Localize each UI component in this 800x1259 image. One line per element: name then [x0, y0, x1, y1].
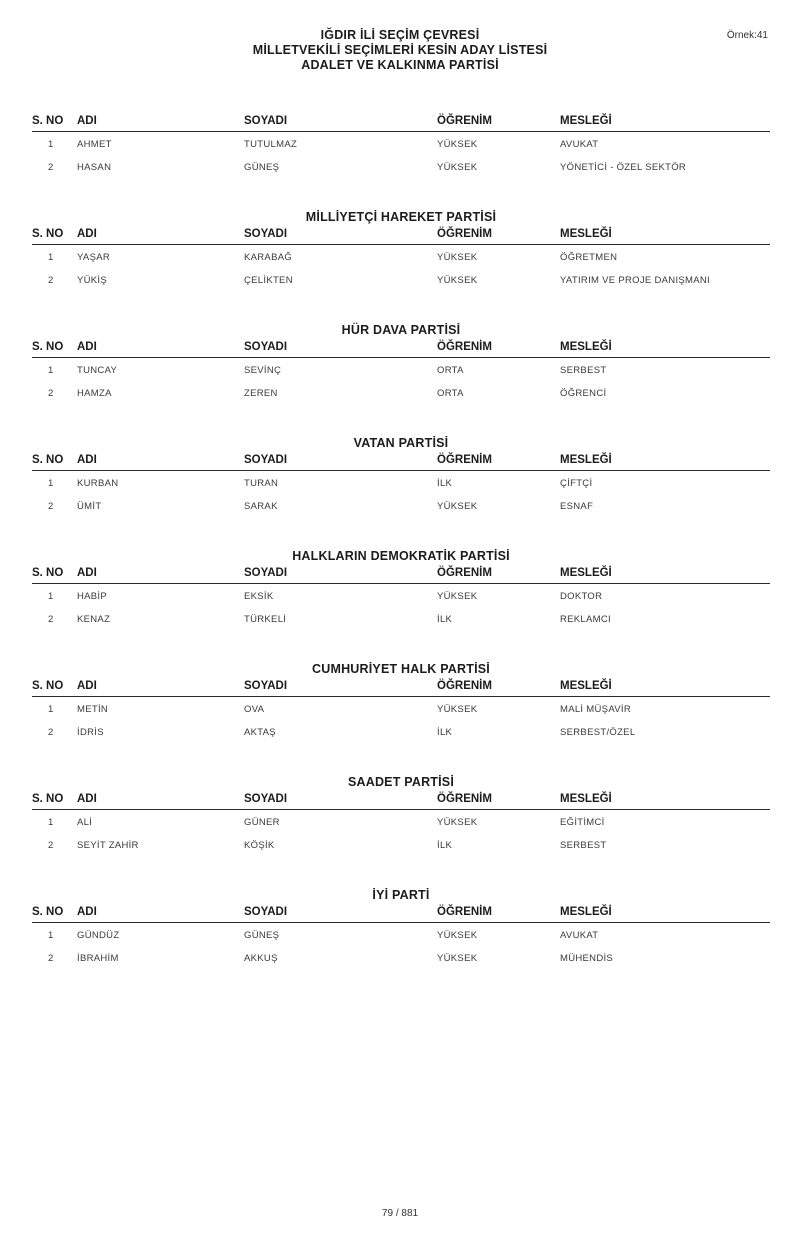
header-education: ÖĞRENİM	[437, 115, 492, 127]
candidate-profession: ÖĞRENCİ	[560, 388, 607, 399]
candidate-surname: TUTULMAZ	[244, 139, 298, 150]
header-no: S. NO	[32, 793, 64, 805]
candidate-surname: TÜRKELİ	[244, 614, 287, 625]
header-name: ADI	[77, 793, 97, 805]
candidate-surname: GÜNEŞ	[244, 162, 280, 173]
header-surname: SOYADI	[244, 906, 288, 918]
candidate-row	[32, 268, 770, 291]
header-no: S. NO	[32, 115, 64, 127]
candidate-profession: EĞİTİMCİ	[560, 817, 605, 828]
party-title: HALKLARIN DEMOKRATİK PARTİSİ	[292, 549, 510, 563]
candidate-no: 1	[48, 139, 54, 150]
form-code: Örnek:41	[726, 30, 768, 41]
candidate-profession: MALİ MÜŞAVİR	[560, 704, 631, 715]
header-profession: MESLEĞİ	[560, 341, 612, 353]
header-profession: MESLEĞİ	[560, 115, 612, 127]
list-title: MİLLETVEKİLİ SEÇİMLERİ KESİN ADAY LİSTESİ	[252, 43, 548, 57]
candidate-no: 2	[48, 953, 54, 964]
candidate-education: YÜKSEK	[437, 501, 478, 512]
party-section	[32, 208, 770, 321]
header-name: ADI	[77, 906, 97, 918]
candidate-row	[32, 471, 770, 494]
header-no: S. NO	[32, 341, 64, 353]
party-title: HÜR DAVA PARTİSİ	[341, 323, 461, 337]
candidate-list	[32, 245, 770, 291]
candidate-name: YÜKİŞ	[77, 275, 108, 286]
candidate-no: 1	[48, 930, 54, 941]
candidate-row	[32, 607, 770, 630]
candidate-name: YAŞAR	[77, 252, 111, 263]
candidate-name: HABİP	[77, 591, 108, 602]
candidate-name: ALİ	[77, 817, 93, 828]
header-profession: MESLEĞİ	[560, 793, 612, 805]
column-header-row	[32, 678, 770, 697]
candidate-name: ÜMİT	[77, 501, 102, 512]
header-name: ADI	[77, 228, 97, 240]
candidate-profession: YATIRIM VE PROJE DANIŞMANI	[560, 275, 710, 286]
candidate-row	[32, 810, 770, 833]
candidate-row	[32, 946, 770, 969]
candidate-surname: GÜNER	[244, 817, 280, 828]
candidate-no: 2	[48, 614, 54, 625]
candidate-profession: MÜHENDİS	[560, 953, 614, 964]
header-surname: SOYADI	[244, 454, 288, 466]
candidate-row	[32, 833, 770, 856]
column-header-row	[32, 339, 770, 358]
candidate-education: YÜKSEK	[437, 704, 478, 715]
party-title: SAADET PARTİSİ	[347, 775, 455, 789]
candidate-profession: YÖNETİCİ - ÖZEL SEKTÖR	[560, 162, 687, 173]
header-education: ÖĞRENİM	[437, 341, 492, 353]
candidate-surname: GÜNEŞ	[244, 930, 280, 941]
candidate-row	[32, 494, 770, 517]
candidate-education: YÜKSEK	[437, 139, 478, 150]
candidate-no: 2	[48, 840, 54, 851]
candidate-list	[32, 471, 770, 517]
candidate-row	[32, 381, 770, 404]
candidate-profession: ÇİFTÇİ	[560, 478, 593, 489]
first-party-title: ADALET VE KALKINMA PARTİSİ	[301, 58, 499, 72]
party-title: İYİ PARTİ	[372, 888, 430, 902]
header-name: ADI	[77, 567, 97, 579]
candidate-education: YÜKSEK	[437, 252, 478, 263]
candidate-surname: SARAK	[244, 501, 278, 512]
candidate-surname: KÖŞİK	[244, 840, 275, 851]
candidate-no: 2	[48, 162, 54, 173]
candidate-row	[32, 132, 770, 155]
candidate-row	[32, 923, 770, 946]
party-sections	[32, 95, 770, 999]
candidate-row	[32, 245, 770, 268]
header-surname: SOYADI	[244, 341, 288, 353]
header-no: S. NO	[32, 454, 64, 466]
candidate-no: 2	[48, 275, 54, 286]
header-name: ADI	[77, 115, 97, 127]
candidate-name: AHMET	[77, 139, 112, 150]
candidate-row	[32, 697, 770, 720]
candidate-education: İLK	[437, 614, 453, 625]
candidate-list	[32, 697, 770, 743]
candidate-name: SEYİT ZAHİR	[77, 840, 139, 851]
candidate-row	[32, 155, 770, 178]
candidate-surname: AKKUŞ	[244, 953, 278, 964]
candidate-name: İBRAHİM	[77, 953, 119, 964]
header-no: S. NO	[32, 906, 64, 918]
header-name: ADI	[77, 454, 97, 466]
party-section	[32, 886, 770, 999]
candidate-name: HAMZA	[77, 388, 112, 399]
candidate-profession: DOKTOR	[560, 591, 603, 602]
party-section	[32, 434, 770, 547]
candidate-surname: ZEREN	[244, 388, 278, 399]
candidate-surname: ÇELİKTEN	[244, 275, 293, 286]
party-title: CUMHURİYET HALK PARTİSİ	[312, 662, 490, 676]
column-header-row	[32, 904, 770, 923]
header-no: S. NO	[32, 228, 64, 240]
document-header	[0, 28, 800, 73]
header-education: ÖĞRENİM	[437, 793, 492, 805]
candidate-name: TUNCAY	[77, 365, 118, 376]
header-education: ÖĞRENİM	[437, 454, 492, 466]
header-education: ÖĞRENİM	[437, 228, 492, 240]
candidate-profession: REKLAMCI	[560, 614, 611, 625]
candidate-education: İLK	[437, 840, 453, 851]
header-profession: MESLEĞİ	[560, 454, 612, 466]
candidate-no: 1	[48, 704, 54, 715]
candidate-no: 1	[48, 365, 54, 376]
candidate-profession: ESNAF	[560, 501, 594, 512]
header-profession: MESLEĞİ	[560, 567, 612, 579]
candidate-no: 2	[48, 501, 54, 512]
party-title	[32, 95, 770, 113]
header-surname: SOYADI	[244, 567, 288, 579]
column-header-row	[32, 565, 770, 584]
header-surname: SOYADI	[244, 228, 288, 240]
candidate-no: 1	[48, 817, 54, 828]
candidate-surname: AKTAŞ	[244, 727, 276, 738]
candidate-name: İDRİS	[77, 727, 104, 738]
candidate-profession: AVUKAT	[560, 930, 599, 941]
candidate-surname: EKSİK	[244, 591, 274, 602]
candidate-education: YÜKSEK	[437, 275, 478, 286]
column-header-row	[32, 113, 770, 132]
candidate-profession: SERBEST/ÖZEL	[560, 727, 636, 738]
header-name: ADI	[77, 680, 97, 692]
candidate-education: İLK	[437, 727, 453, 738]
candidate-list	[32, 358, 770, 404]
candidate-surname: SEVİNÇ	[244, 365, 282, 376]
header-education: ÖĞRENİM	[437, 567, 492, 579]
province-title: IĞDIR İLİ SEÇİM ÇEVRESİ	[320, 28, 480, 42]
party-title: VATAN PARTİSİ	[353, 436, 449, 450]
header-education: ÖĞRENİM	[437, 906, 492, 918]
party-title: MİLLİYETÇİ HAREKET PARTİSİ	[305, 210, 497, 224]
page-number: 79 / 881	[381, 1208, 419, 1219]
candidate-education: İLK	[437, 478, 453, 489]
party-section	[32, 547, 770, 660]
candidate-name: KURBAN	[77, 478, 119, 489]
candidate-no: 2	[48, 727, 54, 738]
candidate-name: KENAZ	[77, 614, 111, 625]
header-profession: MESLEĞİ	[560, 680, 612, 692]
candidate-education: ORTA	[437, 388, 464, 399]
candidate-profession: SERBEST	[560, 365, 607, 376]
header-name: ADI	[77, 341, 97, 353]
candidate-education: YÜKSEK	[437, 930, 478, 941]
candidate-row	[32, 584, 770, 607]
candidate-profession: SERBEST	[560, 840, 607, 851]
header-no: S. NO	[32, 567, 64, 579]
candidate-list	[32, 584, 770, 630]
candidate-row	[32, 720, 770, 743]
candidate-list	[32, 810, 770, 856]
party-section	[32, 321, 770, 434]
header-no: S. NO	[32, 680, 64, 692]
candidate-profession: AVUKAT	[560, 139, 599, 150]
candidate-name: GÜNDÜZ	[77, 930, 120, 941]
candidate-education: YÜKSEK	[437, 817, 478, 828]
candidate-name: HASAN	[77, 162, 112, 173]
candidate-surname: TURAN	[244, 478, 279, 489]
candidate-education: ORTA	[437, 365, 464, 376]
column-header-row	[32, 791, 770, 810]
candidate-list	[32, 132, 770, 178]
header-profession: MESLEĞİ	[560, 906, 612, 918]
candidate-education: YÜKSEK	[437, 162, 478, 173]
candidate-row	[32, 358, 770, 381]
candidate-no: 1	[48, 252, 54, 263]
candidate-no: 1	[48, 478, 54, 489]
header-profession: MESLEĞİ	[560, 228, 612, 240]
candidate-no: 2	[48, 388, 54, 399]
header-surname: SOYADI	[244, 793, 288, 805]
candidate-name: METİN	[77, 704, 109, 715]
column-header-row	[32, 226, 770, 245]
candidate-list	[32, 923, 770, 969]
candidate-surname: OVA	[244, 704, 265, 715]
candidate-surname: KARABAĞ	[244, 252, 293, 263]
candidate-no: 1	[48, 591, 54, 602]
candidate-education: YÜKSEK	[437, 591, 478, 602]
header-education: ÖĞRENİM	[437, 680, 492, 692]
candidate-education: YÜKSEK	[437, 953, 478, 964]
party-section	[32, 95, 770, 208]
header-surname: SOYADI	[244, 680, 288, 692]
party-section	[32, 660, 770, 773]
candidate-profession: ÖĞRETMEN	[560, 252, 618, 263]
header-surname: SOYADI	[244, 115, 288, 127]
column-header-row	[32, 452, 770, 471]
party-section	[32, 773, 770, 886]
